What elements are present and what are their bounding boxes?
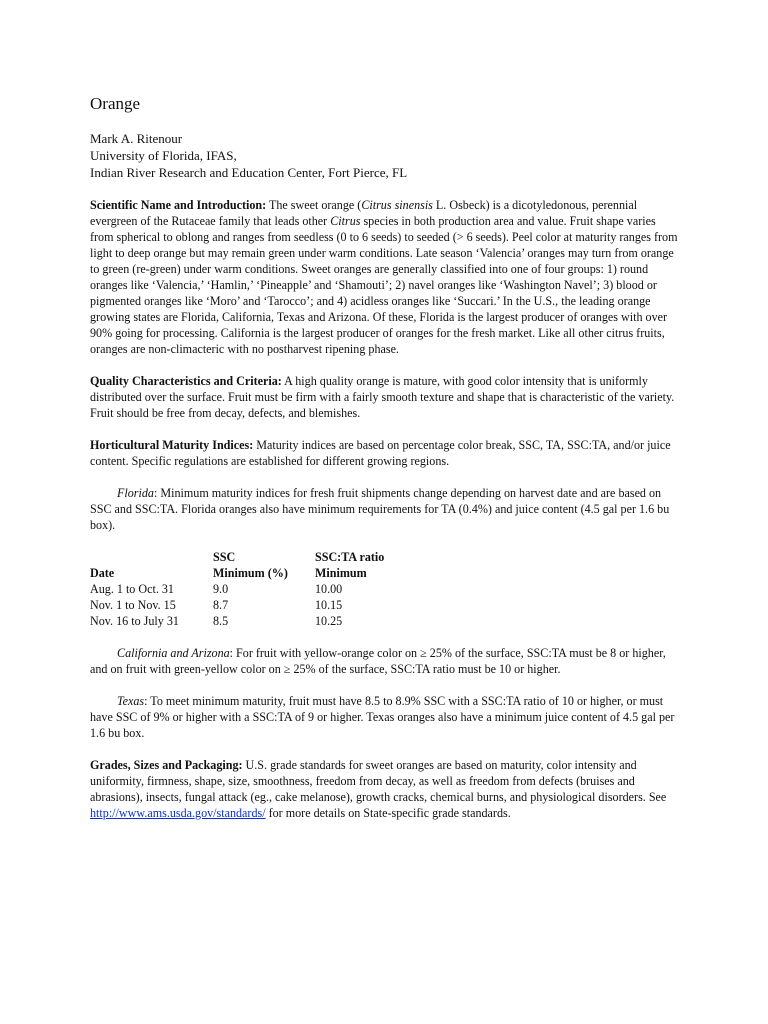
maturity-heading: Horticultural Maturity Indices: <box>90 438 254 452</box>
grades-heading: Grades, Sizes and Packaging: <box>90 758 243 772</box>
document-title: Orange <box>90 94 141 113</box>
table-cell-ssc: 8.7 <box>213 598 229 612</box>
table-row <box>90 581 455 597</box>
maturity-paragraph <box>90 437 678 469</box>
intro-genus: Citrus <box>330 214 361 228</box>
texas-label: Texas <box>117 694 145 708</box>
table-cell-date: Nov. 1 to Nov. 15 <box>90 598 176 612</box>
grades-text-2: for more details on State-specific grade standards. <box>265 806 511 820</box>
maturity-text: Maturity indices are based on percentage color break, SSC, TA, SSC:TA, and/or juice content. Specific regulations are established for different growing regions. <box>90 438 671 468</box>
table-header-ratio: SSC:TA ratio <box>315 550 385 564</box>
table-header-row <box>90 565 455 581</box>
california-arizona-text: : For fruit with yellow-orange color on ≥ 25% of the surface, SSC:TA must be 8 or higher, and on fruit with green-yellow color on ≥ 25% of the surface, SSC:TA ratio must be 10 or higher. <box>90 646 666 676</box>
table-row <box>90 597 455 613</box>
table-header-blank <box>90 549 213 565</box>
intro-paragraph <box>90 197 678 357</box>
author-center: Indian River Research and Education Center, Fort Pierce, FL <box>90 165 408 180</box>
table-row <box>90 613 455 629</box>
intro-text-1: The sweet orange ( <box>266 198 362 212</box>
california-arizona-label: California and Arizona <box>117 646 230 660</box>
table-header-ssc-min: Minimum (%) <box>213 566 288 580</box>
florida-label: Florida <box>117 486 154 500</box>
table-header-row <box>90 549 455 565</box>
usda-standards-link[interactable]: http://www.ams.usda.gov/standards/ <box>90 806 266 820</box>
table-header-date: Date <box>90 566 115 580</box>
texas-paragraph <box>90 693 678 741</box>
california-arizona-paragraph <box>90 645 678 677</box>
author-name: Mark A. Ritenour <box>90 131 183 146</box>
table-cell-ssc: 9.0 <box>213 582 229 596</box>
author-block <box>90 130 678 181</box>
florida-text: : Minimum maturity indices for fresh fruit shipments change depending on harvest date and are based on SSC and SSC:TA. Florida oranges also have minimum requirements for TA (0.4%) and juice content (4.5 gal per 1.6 bu box). <box>90 486 670 532</box>
grades-text: U.S. grade standards for sweet oranges are based on maturity, color intensity and uniformity, firmness, shape, size, smoothness, freedom from decay, as well as freedom from defects (bruises and abrasions), insects, fungal attack (eg., cake melanose), growth cracks, chemical burns, and physiological disorders. See <box>90 758 667 804</box>
maturity-table <box>90 549 455 629</box>
grades-paragraph <box>90 757 678 821</box>
intro-scientific-name: Citrus sinensis <box>361 198 433 212</box>
author-institution: University of Florida, IFAS, <box>90 148 237 163</box>
texas-text: : To meet minimum maturity, fruit must have 8.5 to 8.9% SSC with a SSC:TA ratio of 10 or higher, or must have SSC of 9% or higher with a SSC:TA of 9 or higher. Texas oranges also have a minimum juice content of 4.5 gal per 1.6 bu box. <box>90 694 675 740</box>
intro-text-3: species in both production area and value. Fruit shape varies from spherical to oblong and ranges from seedless (0 to 6 seeds) to seeded (> 6 seeds). Peel color at maturity ranges from light to deep orange but may remain green under warm conditions. Late season ‘Valencia’ oranges may turn from orange to green (re-green) under warm conditions. Sweet oranges are generally classified into one of four groups: 1) round oranges like ‘Valencia,’ ‘Hamlin,’ ‘Pineapple’ and ‘Shamouti’; 2) navel oranges like ‘Washington Navel’; 3) blood or pigmented oranges like ‘Moro’ and ‘Tarocco’; and 4) acidless oranges like ‘Succari.’ In the U.S., the leading orange growing states are Florida, California, Texas and Arizona. Of these, Florida is the largest producer of oranges with over 90% going for processing. California is the largest producer of oranges for the fresh market. Like all other citrus fruits, oranges are non-climacteric with no postharvest ripening phase. <box>90 214 678 356</box>
table-cell-date: Nov. 16 to July 31 <box>90 614 179 628</box>
intro-heading: Scientific Name and Introduction: <box>90 198 267 212</box>
quality-paragraph <box>90 373 678 421</box>
quality-heading: Quality Characteristics and Criteria: <box>90 374 282 388</box>
table-header-ratio-min: Minimum <box>315 566 367 580</box>
table-cell-ratio: 10.00 <box>315 582 343 596</box>
florida-paragraph <box>90 485 678 533</box>
table-cell-date: Aug. 1 to Oct. 31 <box>90 582 174 596</box>
table-cell-ssc: 8.5 <box>213 614 229 628</box>
table-cell-ratio: 10.15 <box>315 598 343 612</box>
table-header-ssc: SSC <box>213 550 236 564</box>
intro-text-2: L. Osbeck) is a dicotyledonous, perennial evergreen of the Rutaceae family that leads other <box>90 198 638 228</box>
table-cell-ratio: 10.25 <box>315 614 343 628</box>
quality-text: A high quality orange is mature, with good color intensity that is uniformly distributed over the surface. Fruit must be firm with a fairly smooth texture and shape that is characteristic of the variety. Fruit should be free from decay, defects, and blemishes. <box>90 374 675 420</box>
